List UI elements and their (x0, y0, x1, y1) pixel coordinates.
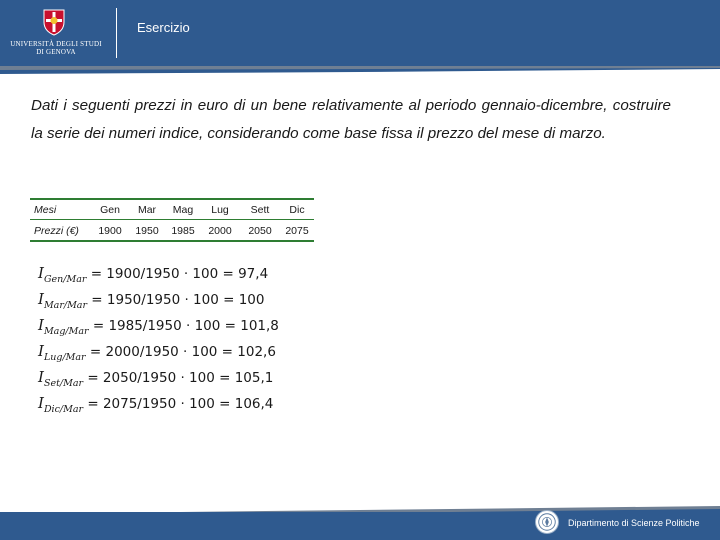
formula-line (38, 316, 279, 342)
table-cell: Gen (100, 204, 120, 216)
formula-line (38, 264, 279, 290)
table-cell: Dic (289, 204, 305, 216)
header-divider (116, 8, 117, 58)
formula-line (38, 342, 279, 368)
formula-subscript: Mar/Mar (43, 300, 88, 311)
formula-expression: = 1900/1950 · 100 = 97,4 (86, 266, 269, 282)
table-cell: 2050 (248, 225, 272, 237)
table-cell: Lug (211, 204, 229, 216)
table-cell: 2075 (285, 225, 309, 237)
formula-expression: = 1985/1950 · 100 = 101,8 (88, 318, 279, 334)
table-mid-rule (30, 219, 314, 220)
formula-line (38, 368, 279, 394)
university-name-line2: DI GENOVA (36, 48, 76, 56)
header-brush-stripe (0, 66, 720, 74)
index-formulas (38, 264, 279, 420)
table-cell: 2000 (208, 225, 232, 237)
department-seal-icon (535, 510, 559, 534)
formula-subscript: Dic/Mar (43, 404, 84, 415)
formula-subscript: Mag/Mar (43, 326, 89, 337)
formula-expression: = 2075/1950 · 100 = 106,4 (83, 396, 274, 412)
formula-symbol: I (38, 368, 44, 386)
formula-symbol: I (38, 394, 44, 412)
table-row-prices (30, 222, 314, 242)
formula-expression: = 2000/1950 · 100 = 102,6 (85, 344, 276, 360)
table-cell: 1985 (171, 225, 195, 237)
slide-header (0, 0, 720, 66)
university-name (8, 40, 104, 56)
exercise-text: Dati i seguenti prezzi in euro di un bene relativamente al periodo gennaio-dicembre, costruire la serie dei numeri indice, considerando come base fissa il prezzo del mese di marzo. (31, 97, 671, 142)
table-cell: Sett (250, 204, 270, 216)
formula-subscript: Set/Mar (43, 378, 84, 389)
table-row-label: Prezzi (€) (34, 225, 79, 237)
formula-symbol: I (38, 264, 44, 282)
slide-title: Esercizio (137, 20, 190, 35)
table-cell: 1900 (98, 225, 122, 237)
university-name-line1: UNIVERSITÀ DEGLI STUDI (10, 40, 102, 48)
formula-subscript: Gen/Mar (43, 274, 87, 285)
formula-line (38, 290, 279, 316)
formula-symbol: I (38, 342, 44, 360)
formula-symbol: I (38, 316, 44, 334)
formula-line (38, 394, 279, 420)
table-bottom-rule (30, 240, 314, 242)
department-name: Dipartimento di Scienze Politiche (568, 518, 700, 528)
formula-expression: = 1950/1950 · 100 = 100 (87, 292, 265, 308)
university-logo (0, 0, 106, 66)
table-cell: 1950 (135, 225, 159, 237)
table-row-months (30, 201, 314, 221)
table-cell: Mag (172, 204, 194, 216)
formula-symbol: I (38, 290, 44, 308)
table-row-header: Mesi (34, 204, 57, 216)
table-top-rule (30, 198, 314, 200)
formula-expression: = 2050/1950 · 100 = 105,1 (83, 370, 274, 386)
formula-subscript: Lug/Mar (43, 352, 86, 363)
table-cell: Mar (137, 204, 157, 216)
university-crest-icon (42, 8, 66, 36)
